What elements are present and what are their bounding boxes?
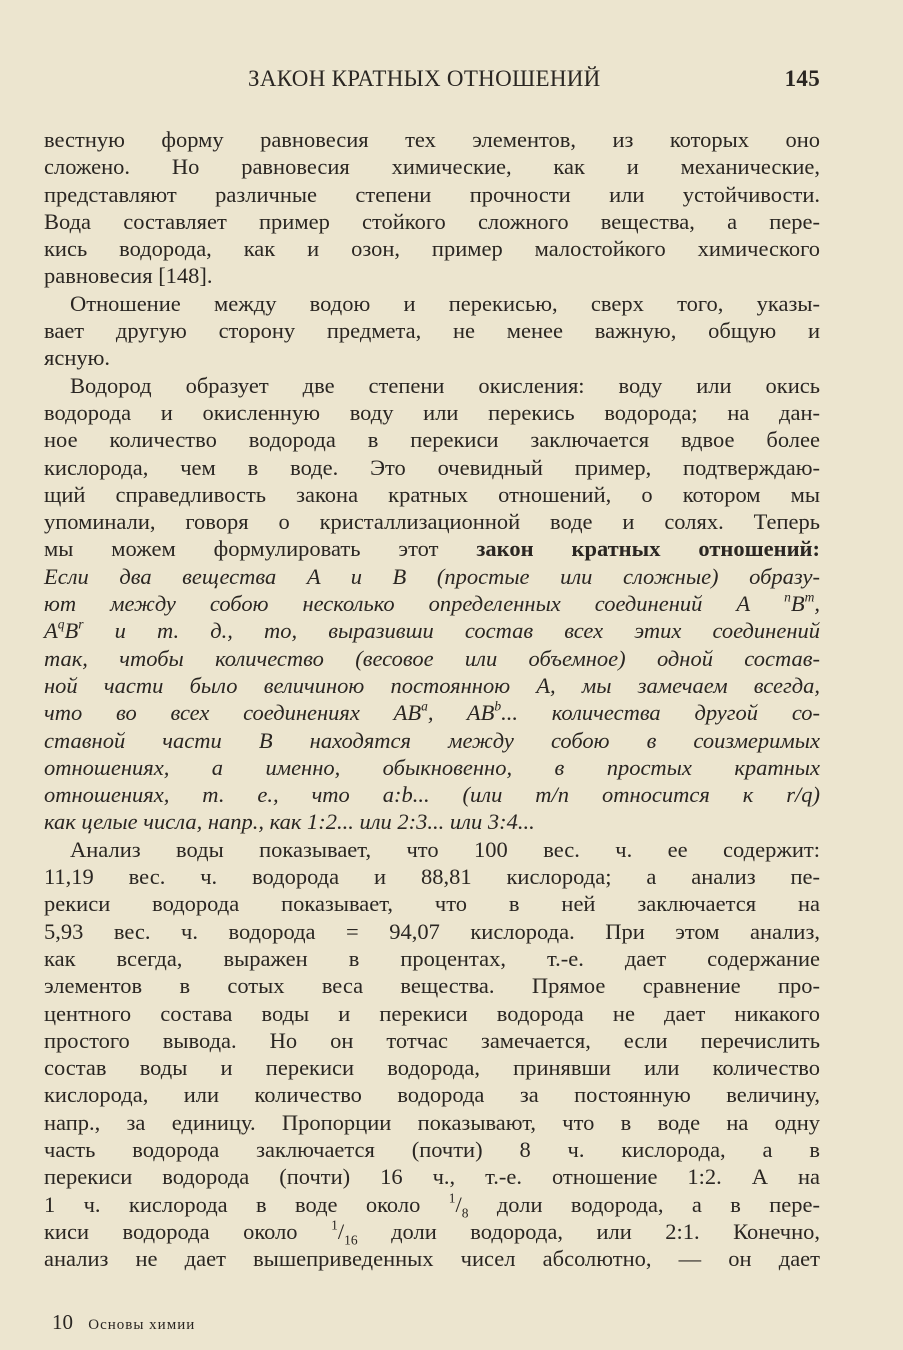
text-line: Вода составляет пример стойкого сложного вещества, а пере- — [44, 208, 820, 234]
text-line: ное количество водорода в перекиси заключается вдвое более — [44, 427, 820, 453]
text-fragment: , AB — [427, 700, 495, 726]
running-head — [248, 66, 828, 98]
signature-title: Основы химии — [88, 1317, 196, 1333]
text-line: ставной части B находятся между собою в соизмеримых — [44, 727, 820, 753]
text-line — [44, 699, 820, 726]
superscript: b — [494, 698, 502, 714]
running-head-title: ЗАКОН КРАТНЫХ ОТНОШЕНИЙ — [248, 66, 601, 91]
fraction-numerator: 1 — [448, 1190, 456, 1206]
footer-signature — [52, 1310, 195, 1340]
superscript: a — [421, 698, 428, 714]
text-line — [44, 617, 820, 644]
text-line: ясную. — [44, 345, 111, 371]
text-line: вает другую сторону предмета, не менее важную, общую и — [44, 318, 820, 344]
text-line: как целые числа, напр., как 1:2... или 2:3... или 3:4... — [44, 809, 535, 835]
text-line: Анализ воды показывает, что 100 вес. ч. ее содержит: — [70, 836, 820, 862]
text-line: Если два вещества A и B (простые или сложные) образу- — [44, 563, 820, 589]
text-line: рекиси водорода показывает, что в ней заключается на — [44, 891, 820, 917]
fraction-slash: / — [337, 1218, 345, 1244]
text-fragment: доли водорода, или 2:1. Конечно, — [357, 1218, 820, 1244]
formula-symbol: A — [44, 618, 58, 644]
text-line: анализ не дает вышеприведенных чисел абсолютно, — он дает — [44, 1246, 820, 1272]
text-line: 11,19 вес. ч. водорода и 88,81 кислорода; а анализ пе- — [44, 864, 820, 890]
superscript: r — [78, 616, 84, 632]
formula-symbol: B — [790, 591, 805, 617]
text-line: отношениях, т. е., что a:b... (или m/n относится к r/q) — [44, 782, 820, 808]
signature-number: 10 — [52, 1310, 73, 1334]
text-line: водорода и окисленную воду или перекись водорода; на дан- — [44, 399, 820, 425]
text-fragment: ют между собою несколько определенных соединений A — [44, 591, 751, 617]
text-fragment: киси водорода около — [44, 1218, 298, 1244]
fraction-slash: / — [455, 1191, 462, 1217]
text-line: Отношение между водою и перекисью, сверх того, указы- — [70, 290, 820, 316]
text-line: Водород образует две степени окисления: воду или окись — [70, 372, 820, 398]
text-line — [44, 535, 820, 562]
text-line: представляют различные степени прочности или устойчивости. — [44, 181, 820, 207]
text-line: перекиси водорода (почти) 16 ч., т.-е. отношение 1:2. А на — [44, 1164, 820, 1190]
text-line: кись водорода, как и озон, пример малостойкого химического — [44, 236, 820, 262]
text-line: отношениях, а именно, обыкновенно, в простых кратных — [44, 754, 820, 780]
superscript: m — [804, 589, 815, 605]
text-fragment: 1 ч. кислорода в воде около — [44, 1191, 421, 1217]
text-line: простого вывода. Но он тотчас замечается, если перечислить — [44, 1027, 820, 1053]
text-line: напр., за единицу. Пропорции показывают, что в воде на одну — [44, 1109, 820, 1135]
text-line: 5,93 вес. ч. водорода = 94,07 кислорода. При этом анализ, — [44, 918, 820, 944]
superscript: n — [784, 589, 791, 605]
text-line: кислорода, чем в воде. Это очевидный пример, подтверждаю- — [44, 454, 820, 480]
text-line: элементов в сотых веса вещества. Прямое сравнение про- — [44, 973, 820, 999]
text-fragment: , — [814, 591, 821, 617]
text-line: равновесия [148]. — [44, 263, 213, 289]
text-line: упоминали, говоря о кристаллизационной воде и солях. Теперь — [44, 509, 820, 535]
superscript: q — [57, 616, 65, 632]
text-line: как всегда, выражен в процентах, т.-е. дает содержание — [44, 945, 820, 971]
text-line — [44, 1217, 820, 1248]
text-line: часть водорода заключается (почти) 8 ч. кислорода, а в — [44, 1136, 820, 1162]
text-line — [44, 590, 820, 617]
law-name: закон кратных отношений: — [476, 536, 820, 562]
text-fragment: мы можем формулировать этот — [44, 536, 439, 562]
page-number: 145 — [784, 66, 820, 91]
text-line: щий справедливость закона кратных отношений, о котором мы — [44, 481, 820, 507]
text-line: так, чтобы количество (весовое или объемное) одной состав- — [44, 645, 820, 671]
text-fragment: ... количества другой со- — [501, 700, 820, 726]
text-fragment: что во всех соединениях AB — [44, 700, 422, 726]
text-fragment: доли водорода, а в пере- — [468, 1191, 821, 1217]
fraction-denominator: 16 — [344, 1232, 358, 1248]
text-line — [44, 1190, 821, 1221]
text-line: центного состава воды и перекиси водорода не дает никакого — [44, 1000, 820, 1026]
fraction-numerator: 1 — [331, 1217, 338, 1233]
text-line: кислорода, или количество водорода за постоянную величину, — [44, 1082, 820, 1108]
text-line: ной части было величиною постоянною A, мы замечаем всегда, — [44, 672, 820, 698]
formula-symbol: B — [64, 618, 79, 644]
body-text — [44, 126, 820, 1272]
fraction-denominator: 8 — [461, 1205, 469, 1221]
text-line: состав воды и перекиси водорода, принявши или количество — [44, 1055, 820, 1081]
text-fragment: и т. д., то, выразивши состав всех этих соединений — [83, 618, 820, 644]
text-line: сложено. Но равновесия химические, как и механические, — [44, 154, 820, 180]
text-line: вестную форму равновесия тех элементов, из которых оно — [44, 127, 820, 152]
